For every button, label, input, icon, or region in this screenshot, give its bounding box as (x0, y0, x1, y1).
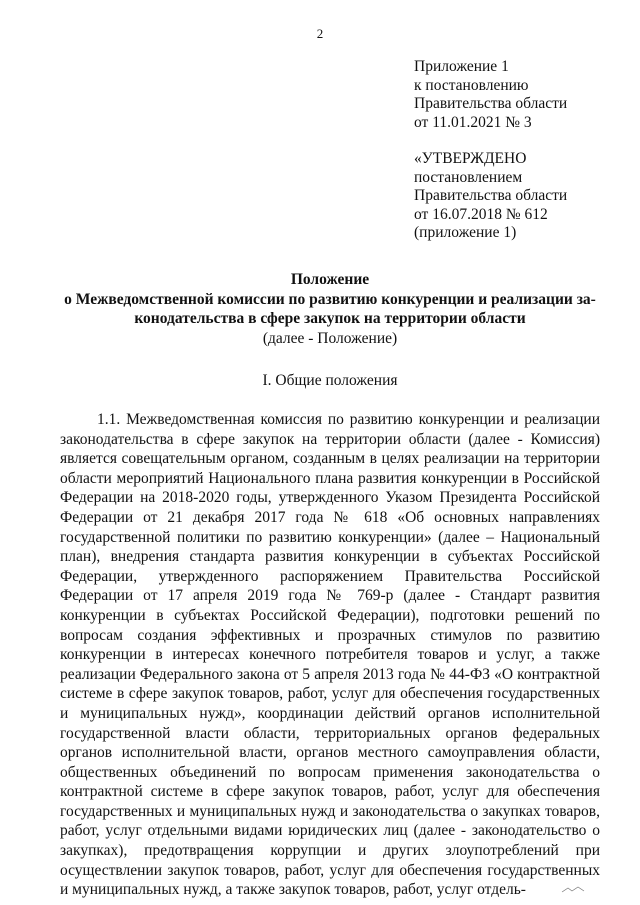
annex-line: Приложение 1 (414, 58, 509, 75)
annex-line: от 11.01.2021 № 3 (414, 113, 532, 131)
body-paragraph: 1.1. Межведомственная комиссия по развитию конкуренции и реализации законодательства в сфере закупок на территории области (далее - Комиссия) является совещательным органом, созданным в целях реализации на территории области мероприятий Национального плана развития конкуренции в Российской Федерации на 2018-2020 годы, утвержденного Указом Президента Российской Федерации от 21 декабря 2017 года № 618 «Об основных направлениях государственной политики по развитию конкуренции» (далее – Национальный план), внедрения стандарта развития конкуренции в субъектах Российской Федерации, утвержденного распоряжением Правительства Российской Федерации от 17 апреля 2019 года № 769-р (далее - Стандарт развития конкуренции в субъектах Российской Федерации), подготовки решений по вопросам создания эффективных и прозрачных стимулов по развитию конкуренции в интересах конечного потребителя товаров и услуг, а также реализации Федерального закона от 5 апреля 2013 года № 44-ФЗ «О контрактной системе в сфере закупок товаров, работ, услуг для обеспечения государственных и муниципальных нужд», координации действий органов исполнительной государственной власти области, территориальных органов федеральных органов исполнительной власти, органов местного самоуправления области, общественных объединений по вопросам применения законодательства о контрактной системе в сфере закупок товаров, работ, услуг для обеспечения государственных и муниципальных нужд и законодательства о закупках товаров, работ, услуг отдельными видами юридических лиц (далее - законодательство о закупках), предотвращения коррупции и других злоупотреблений при осуществлении закупок товаров, работ, услуг для обеспечения государственных и муниципальных нужд, а также закупок товаров, работ, услуг отдель- (60, 411, 600, 899)
page-number: 2 (316, 26, 324, 41)
title-line: о Межведомственной комиссии по развитию конкуренции и реализации за- (64, 290, 596, 308)
approved-line: постановлением (414, 168, 523, 186)
title-line: Положение (290, 271, 370, 288)
title-line: конодательства в сфере закупок на территории области (134, 310, 526, 327)
approved-block (414, 150, 567, 243)
scan-mark (560, 885, 590, 895)
title-subline: (далее - Положение) (262, 329, 398, 347)
section-heading: I. Общие положения (262, 372, 398, 389)
approved-line: «УТВЕРЖДЕНО (414, 150, 527, 167)
document-title (60, 270, 600, 348)
annex-line: Правительства области (414, 95, 568, 113)
approved-line: (приложение 1) (414, 224, 517, 242)
approved-line: Правительства области (414, 187, 568, 205)
approved-line: от 16.07.2018 № 612 (414, 205, 548, 223)
annex-line: к постановлению (414, 76, 529, 94)
annex-block (414, 58, 567, 132)
